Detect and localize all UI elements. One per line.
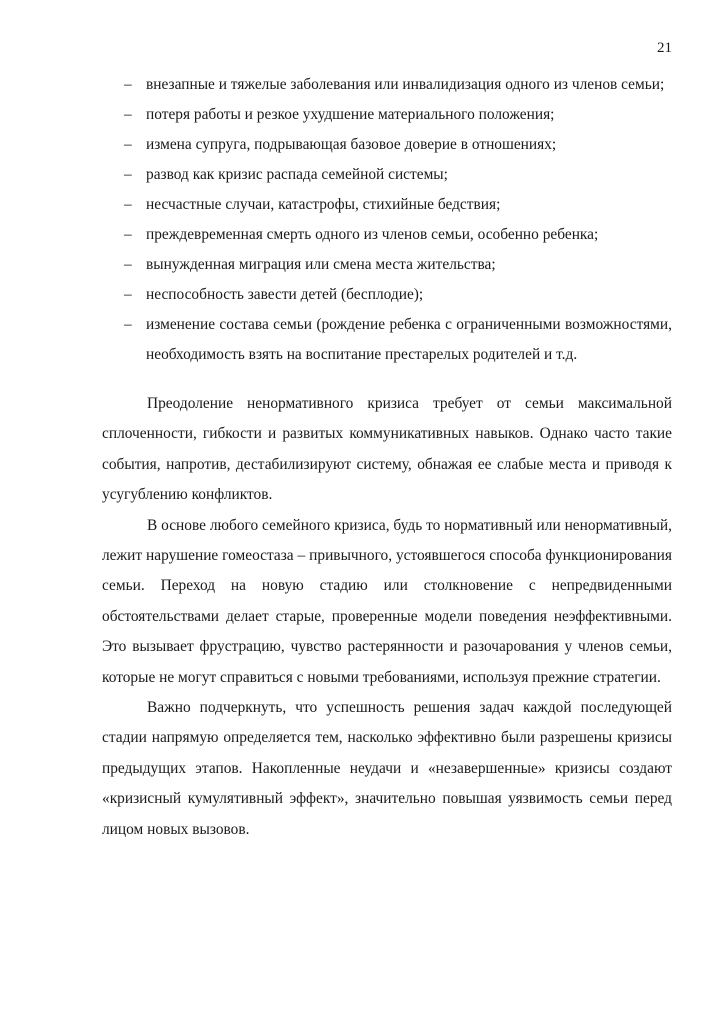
page-number: 21 xyxy=(657,40,672,56)
list-item-text: потеря работы и резкое ухудшение материального положения; xyxy=(146,106,555,123)
body-text xyxy=(102,389,672,845)
list-item xyxy=(102,160,672,190)
bullet-dash: – xyxy=(124,106,132,123)
list-item-text: неспособность завести детей (бесплодие); xyxy=(146,286,424,303)
list-item xyxy=(102,70,672,100)
bullet-dash: – xyxy=(124,286,132,303)
bullet-dash: – xyxy=(124,316,132,333)
list-item-text: преждевременная смерть одного из членов семьи, особенно ребенка; xyxy=(146,226,599,243)
list-item xyxy=(102,310,672,370)
list-item-text: измена супруга, подрывающая базовое доверие в отношениях; xyxy=(146,136,557,153)
list-item xyxy=(102,280,672,310)
list-item xyxy=(102,220,672,250)
list-item-text: изменение состава семьи (рождение ребенка с ограниченными возможностями, необходимость взять на воспитание престарелых родителей и т.д. xyxy=(146,316,672,363)
bullet-dash: – xyxy=(124,256,132,273)
paragraph-homeostasis: В основе любого семейного кризиса, будь то нормативный или ненормативный, лежит нарушение гомеостаза – привычного, устоявшегося способа функционирования семьи. Переход на новую стадию или столкновение с непредвиденными обстоятельствами делает старые, проверенные модели поведения неэффективными. Это вызывает фрустрацию, чувство растерянности и разочарования у членов семьи, которые не могут справиться с новыми требованиями, используя прежние стратегии. xyxy=(102,516,672,686)
paragraph-crisis-overcoming: Преодоление ненормативного кризиса требует от семьи максимальной сплоченности, гибкости и развитых коммуникативных навыков. Однако часто такие события, напротив, дестабилизируют систему, обнажая ее слабые места и приводя к усугублению конфликтов. xyxy=(102,395,672,504)
list-item-text: вынужденная миграция или смена места жительства; xyxy=(146,256,496,273)
list-item xyxy=(102,130,672,160)
list-item xyxy=(102,250,672,280)
list-item xyxy=(102,100,672,130)
bullet-dash: – xyxy=(124,76,132,93)
bullet-dash: – xyxy=(124,166,132,183)
bullet-dash: – xyxy=(124,226,132,243)
paragraph-cumulative-effect: Важно подчеркнуть, что успешность решения задач каждой последующей стадии напрямую определяется тем, насколько эффективно были разрешены кризисы предыдущих этапов. Накопленные неудачи и «незавершенные» кризисы создают «кризисный кумулятивный эффект», значительно повышая уязвимость семьи перед лицом новых вызовов. xyxy=(102,699,672,838)
list-item-text: несчастные случаи, катастрофы, стихийные бедствия; xyxy=(146,196,501,213)
list-item-text: внезапные и тяжелые заболевания или инвалидизация одного из членов семьи; xyxy=(146,76,665,93)
list-item-text: развод как кризис распада семейной системы; xyxy=(146,166,448,183)
crisis-factors-list xyxy=(102,70,672,370)
page-body xyxy=(102,70,672,845)
list-item xyxy=(102,190,672,220)
bullet-dash: – xyxy=(124,136,132,153)
bullet-dash: – xyxy=(124,196,132,213)
